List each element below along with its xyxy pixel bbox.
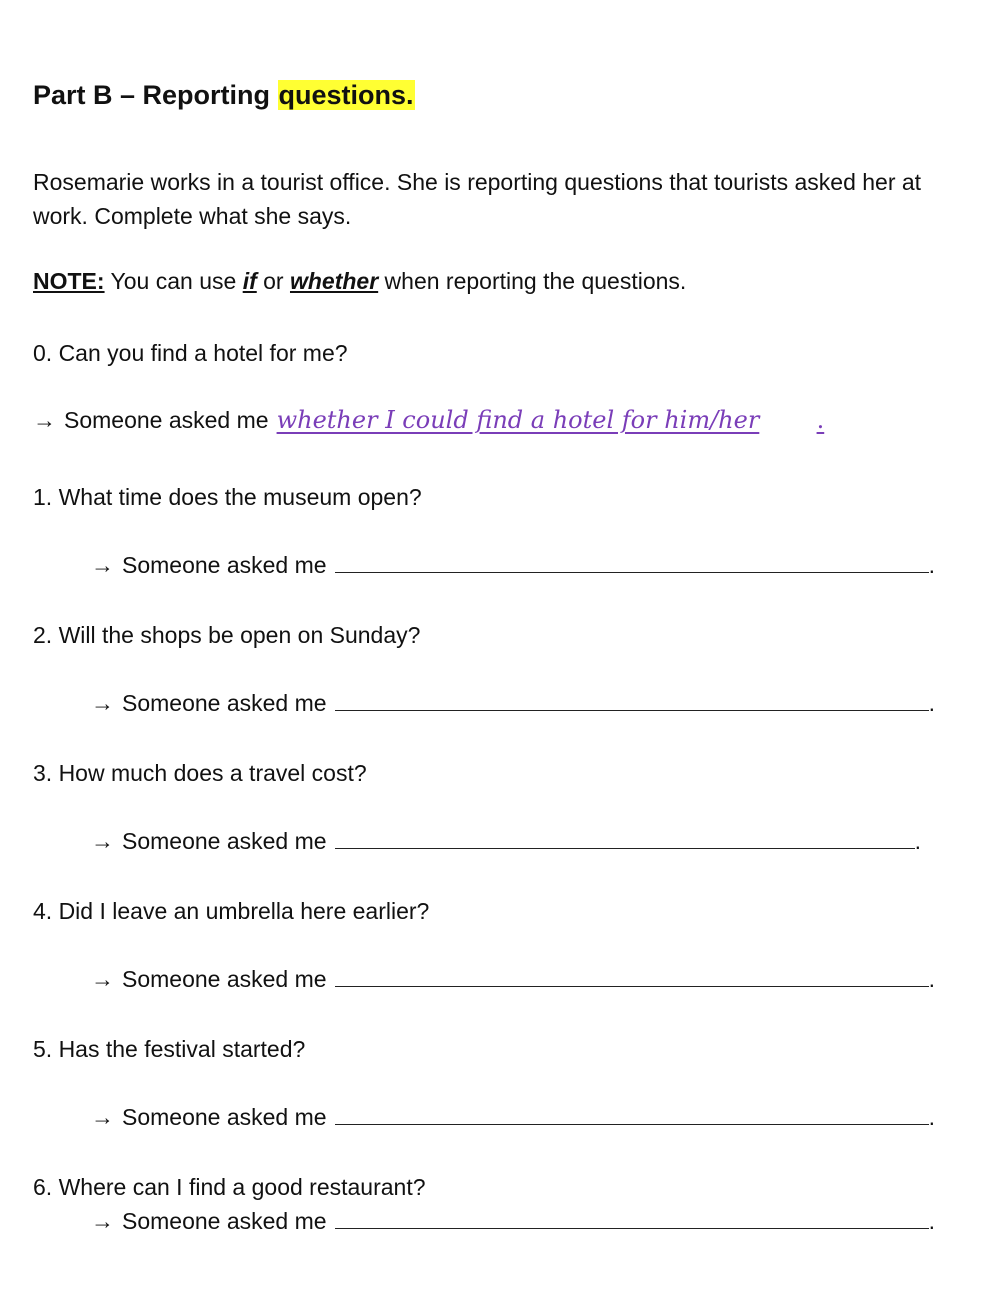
answer-period: . — [928, 552, 935, 578]
note-label: NOTE: — [33, 268, 105, 294]
note-text-3: when reporting the questions. — [378, 268, 687, 294]
arrow-icon: → — [33, 407, 56, 433]
arrow-icon: → — [91, 1104, 114, 1130]
question-2: 2. Will the shops be open on Sunday? — [33, 622, 421, 648]
answer-line-6 — [91, 1208, 935, 1235]
note-text-1: You can use — [104, 268, 243, 294]
example-answer-text: whether I could find a hotel for him/her — [276, 406, 760, 434]
answer-line-2 — [91, 690, 935, 717]
answer-blank-1[interactable] — [335, 552, 929, 573]
note-keyword-whether: whether — [289, 268, 379, 294]
question-1: 1. What time does the museum open? — [33, 484, 422, 510]
note-keyword-if: if — [242, 268, 257, 294]
answer-line-1 — [91, 552, 935, 579]
note — [33, 268, 686, 295]
page-title — [33, 80, 415, 111]
example-answer-period: . — [816, 406, 825, 434]
title-highlight: questions. — [278, 80, 414, 110]
answer-blank-2[interactable] — [335, 690, 929, 711]
answer-period: . — [928, 1208, 935, 1234]
question-6: 6. Where can I find a good restaurant? — [33, 1174, 426, 1200]
answer-prompt: Someone asked me — [122, 1104, 327, 1130]
answer-prompt: Someone asked me — [122, 552, 327, 578]
arrow-icon: → — [91, 690, 114, 716]
answer-blank-5[interactable] — [335, 1104, 929, 1125]
answer-period: . — [928, 690, 935, 716]
arrow-icon: → — [91, 966, 114, 992]
arrow-icon: → — [91, 828, 114, 854]
answer-blank-6[interactable] — [335, 1208, 929, 1229]
answer-blank-4[interactable] — [335, 966, 929, 987]
answer-period: . — [928, 966, 935, 992]
example-question: 0. Can you find a hotel for me? — [33, 340, 348, 366]
arrow-icon: → — [91, 552, 114, 578]
question-4: 4. Did I leave an umbrella here earlier? — [33, 898, 430, 924]
answer-prompt: Someone asked me — [64, 407, 269, 433]
answer-period: . — [928, 1104, 935, 1130]
answer-line-3 — [91, 828, 921, 855]
note-text-2: or — [256, 268, 290, 294]
answer-prompt: Someone asked me — [122, 690, 327, 716]
question-3: 3. How much does a travel cost? — [33, 760, 367, 786]
answer-line-5 — [91, 1104, 935, 1131]
answer-line-4 — [91, 966, 935, 993]
answer-prompt: Someone asked me — [122, 1208, 327, 1234]
title-prefix: Part B – Reporting — [33, 80, 278, 110]
answer-blank-3[interactable] — [335, 828, 915, 849]
answer-prompt: Someone asked me — [122, 828, 327, 854]
example-answer-line — [33, 406, 824, 434]
intro-text: Rosemarie works in a tourist office. She is reporting questions that tourists asked her at work. Complete what she says. — [33, 169, 922, 229]
answer-period: . — [914, 828, 921, 854]
answer-prompt: Someone asked me — [122, 966, 327, 992]
arrow-icon: → — [91, 1208, 114, 1234]
question-5: 5. Has the festival started? — [33, 1036, 306, 1062]
